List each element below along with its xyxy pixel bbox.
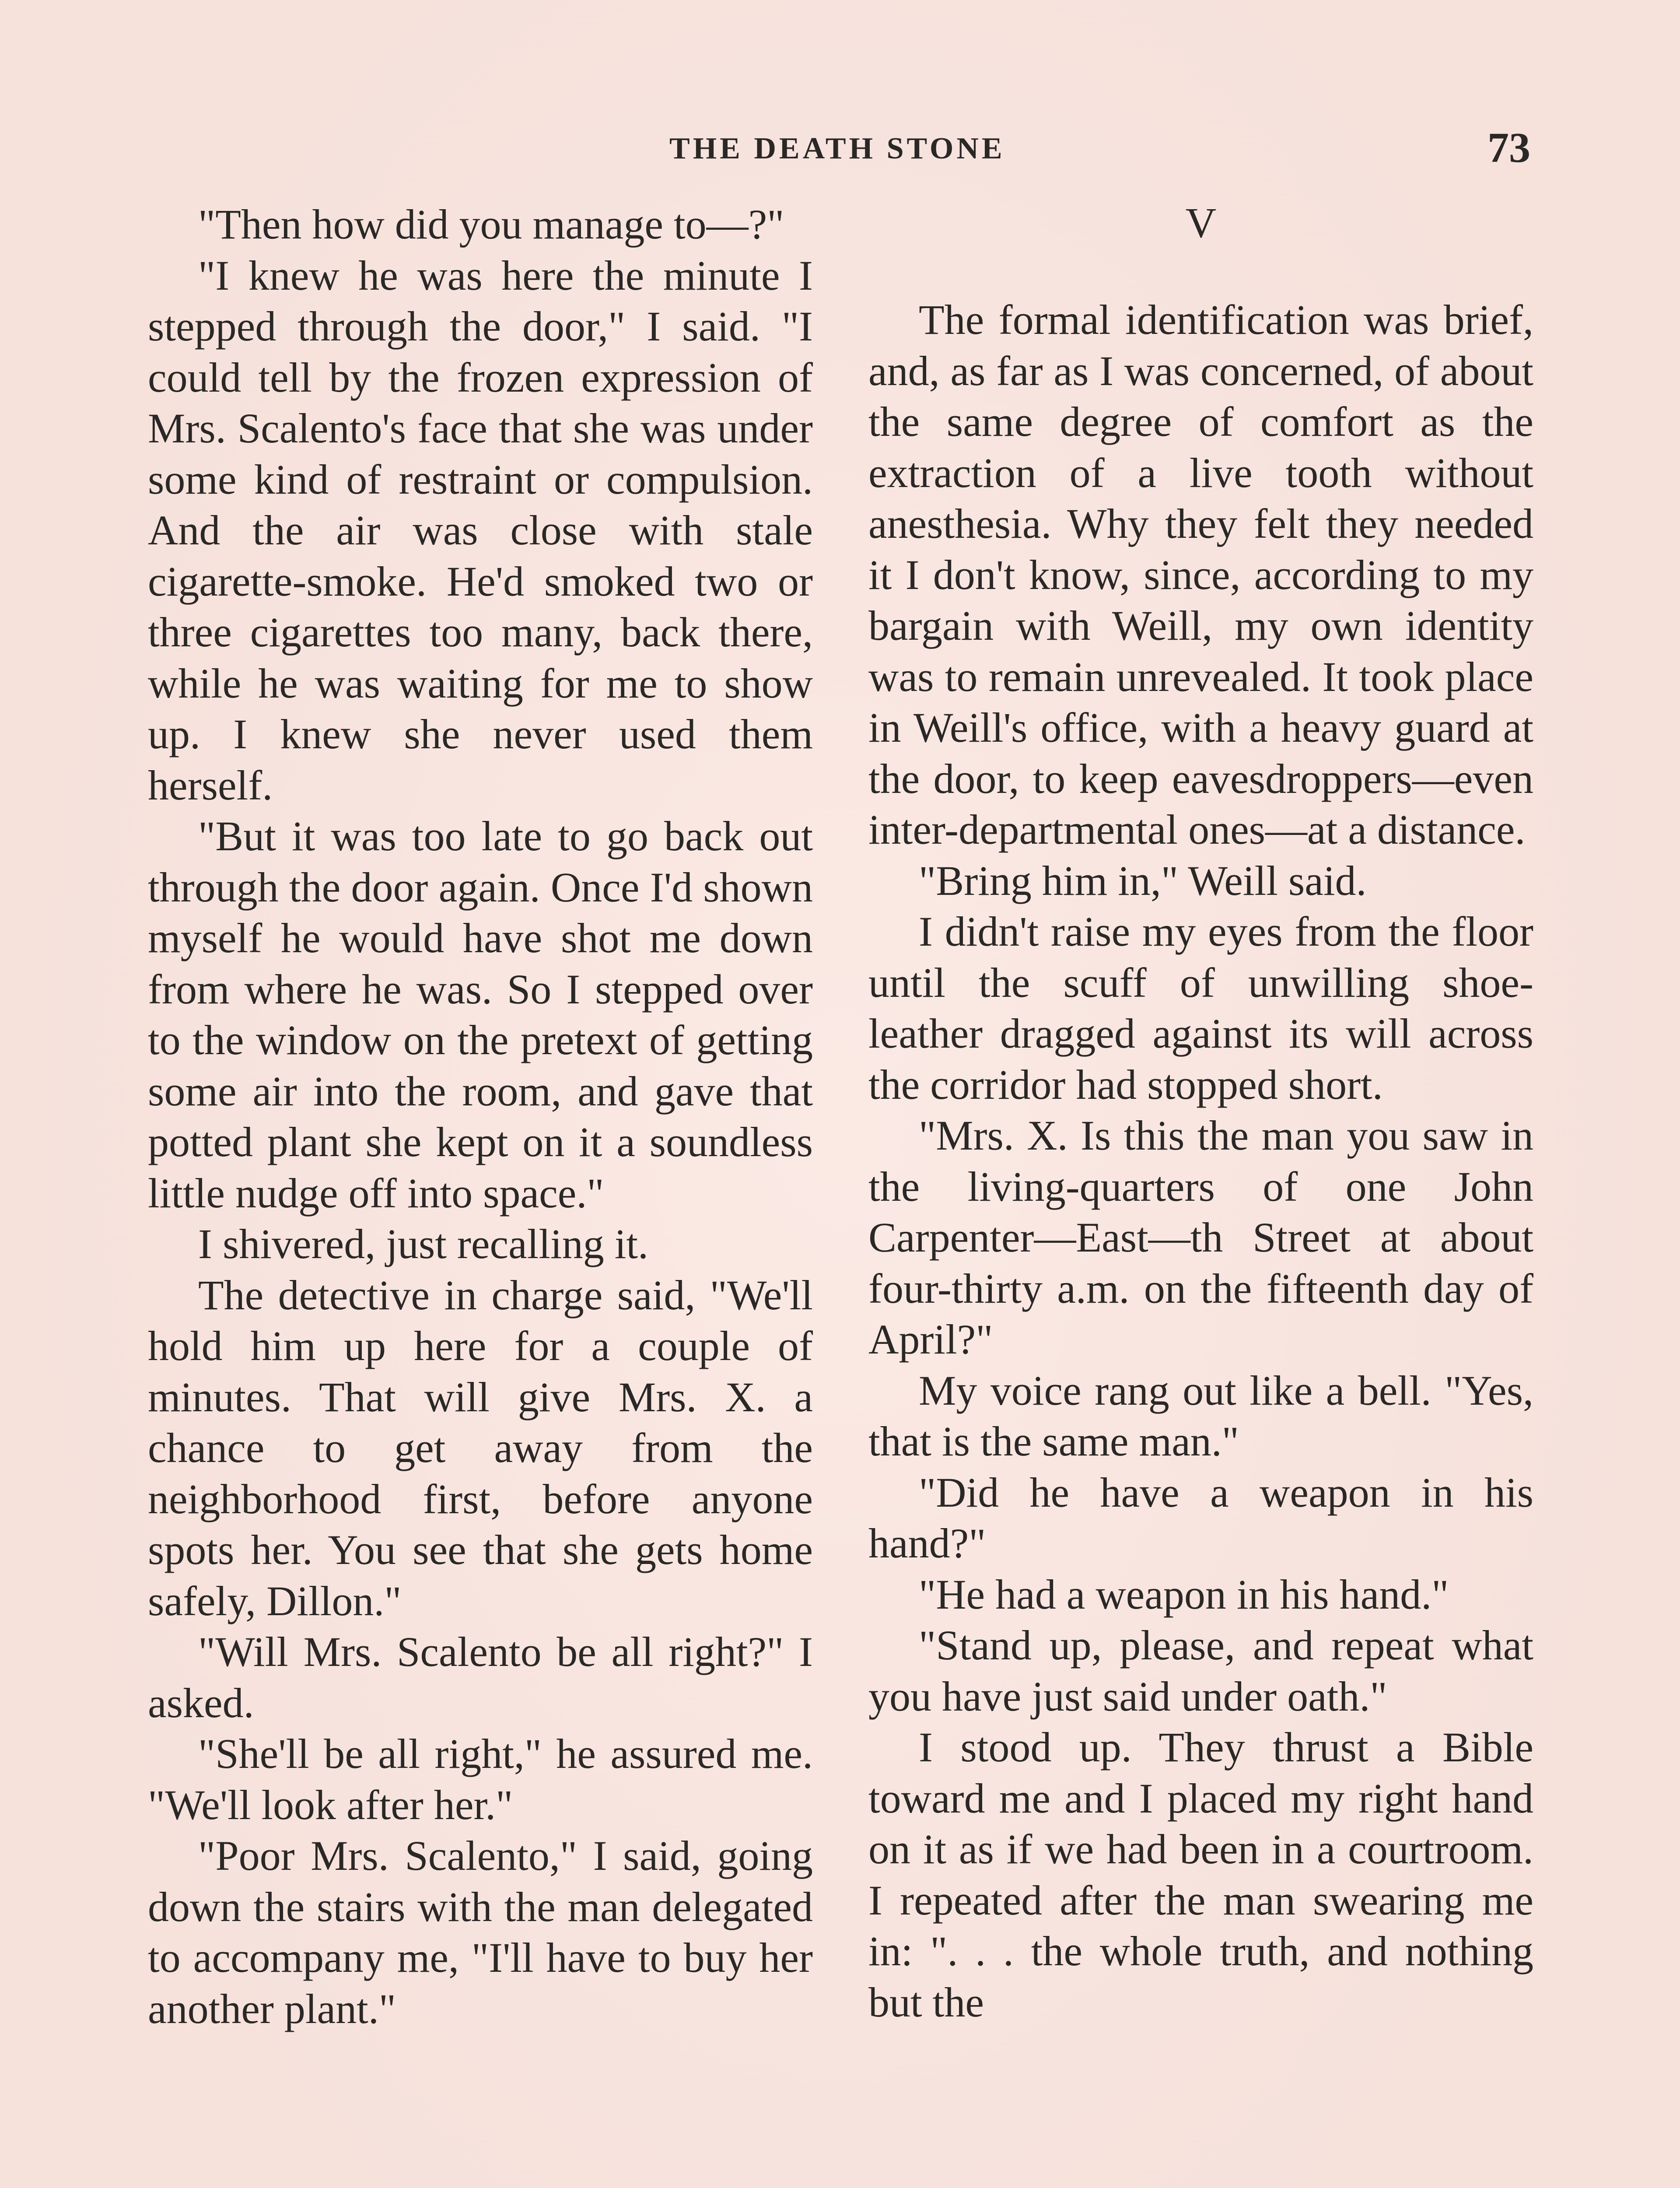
left-column xyxy=(148,199,813,2034)
paragraph: "Will Mrs. Scalento be all right?" I asked. xyxy=(148,1628,813,1726)
paragraph: I shivered, just recalling it. xyxy=(198,1220,649,1267)
running-head xyxy=(0,124,1680,175)
paragraph: "Poor Mrs. Scalento," I said, going down the stairs with the man delegated to accompany me, "I'll have to buy her another plant." xyxy=(148,1832,813,2032)
paragraph: I stood up. They thrust a Bible toward me and I placed my right hand on it as if we had been in a courtroom. I repeated after the man swearing me in: ". . . the whole truth, and nothing but the xyxy=(868,1724,1533,2026)
paragraph: "But it was too late to go back out through the door again. Once I'd shown myself he would have shot me down from where he was. So I stepped over to the window on the pretext of getting some air into the room, and gave that potted plant she kept on it a soundless little nudge off into space." xyxy=(148,813,813,1217)
paragraph: "I knew he was here the minute I stepped through the door," I said. "I could tell by the frozen expression of Mrs. Scalento's face that she was under some kind of restraint or compulsion. And the air was close with stale cigarette-smoke. He'd smoked two or three cigarettes too many, back there, while he was waiting for me to show up. I knew she never used them herself. xyxy=(148,252,813,809)
paragraph: "He had a weapon in his hand." xyxy=(919,1571,1449,1618)
paragraph: "Mrs. X. Is this the man you saw in the living-quarters of one John Carpenter—East—th Street at about four-thirty a.m. on the fifteenth day of April?" xyxy=(868,1112,1533,1363)
running-title: THE DEATH STONE xyxy=(669,132,1005,165)
right-column xyxy=(868,199,1533,2028)
paragraph: "Did he have a weapon in his hand?" xyxy=(868,1469,1533,1567)
paragraph: I didn't raise my eyes from the floor until the scuff of unwilling shoe-leather dragged against its will across the corridor had stopped short. xyxy=(868,908,1533,1108)
paragraph: "Then how did you manage to—?" xyxy=(198,201,784,248)
paragraph: "She'll be all right," he assured me. "We'll look after her." xyxy=(148,1730,813,1828)
paragraph: "Bring him in," Weill said. xyxy=(919,857,1367,904)
paragraph: My voice rang out like a bell. "Yes, that is the same man." xyxy=(868,1367,1533,1465)
paragraph: "Stand up, please, and repeat what you have just said under oath." xyxy=(868,1622,1533,1720)
page-number: 73 xyxy=(1488,124,1530,172)
paragraph: The formal identification was brief, and, as far as I was concerned, of about the same degree of comfort as the extraction of a live tooth without anesthesia. Why they felt they needed it I don't know, since, according to my bargain with Weill, my own identity was to remain unrevealed. It took place in Weill's office, with a heavy guard at the door, to keep eavesdroppers—even inter-departmental ones—at a distance. xyxy=(868,296,1533,853)
paragraph: The detective in charge said, "We'll hold him up here for a couple of minutes. That will give Mrs. X. a chance to get away from the neighborhood first, before anyone spots her. You see that she gets home safely, Dillon." xyxy=(148,1271,813,1624)
chapter-number: V xyxy=(1185,200,1217,247)
